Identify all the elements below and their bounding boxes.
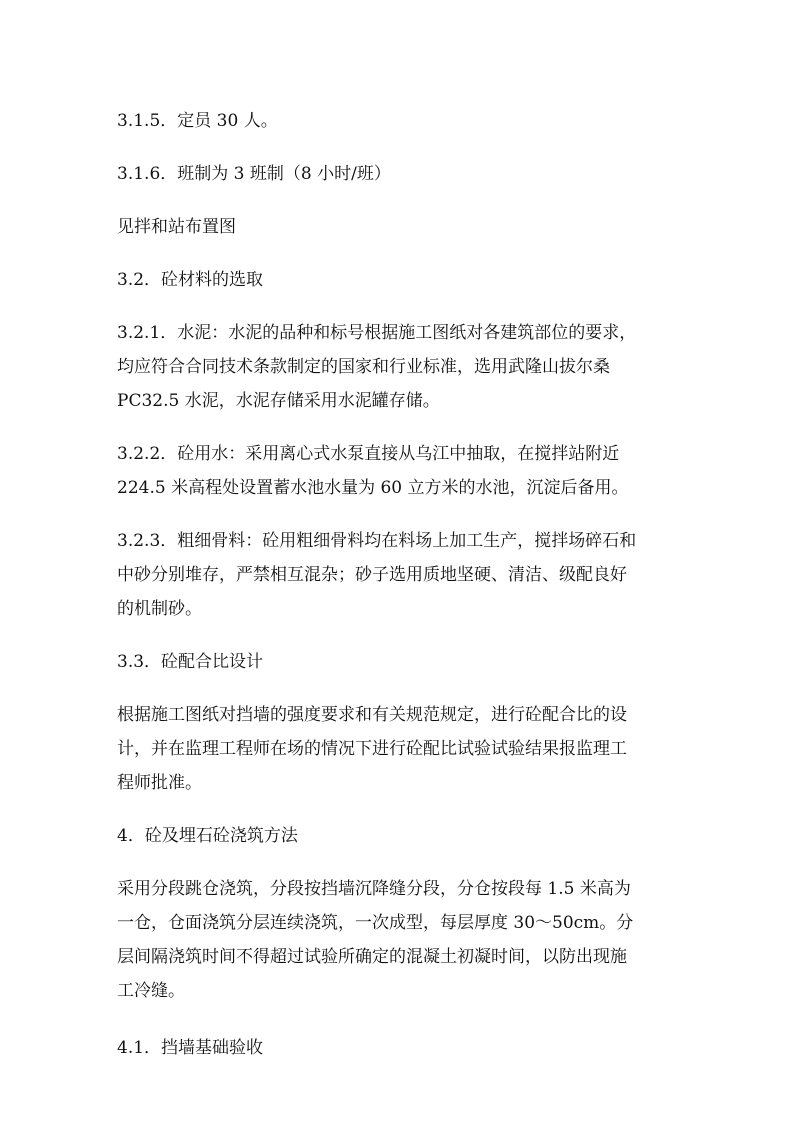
paragraph xyxy=(117,437,677,505)
text-line: 工冷缝。 xyxy=(117,981,185,1001)
text-line: 层间隔浇筑时间不得超过试验所确定的混凝土初凝时间，以防出现施 xyxy=(117,947,627,967)
section-heading: 3.2．砼材料的选取 xyxy=(117,270,264,290)
section-heading: 4.1．挡墙基础验收 xyxy=(117,1038,264,1058)
paragraph xyxy=(117,1031,677,1065)
text-line: 根据施工图纸对挡墙的强度要求和有关规范规定，进行砼配合比的设 xyxy=(117,705,627,725)
paragraph xyxy=(117,263,677,297)
paragraph xyxy=(117,872,677,1008)
text-line: 224.5 米高程处设置蓄水池水量为 60 立方米的水池，沉淀后备用。 xyxy=(117,478,629,498)
paragraph xyxy=(117,819,677,853)
text-line: 中砂分别堆存，严禁相互混杂；砂子选用质地坚硬、清洁、级配良好 xyxy=(117,565,627,585)
text-line: 的机制砂。 xyxy=(117,599,202,619)
section-heading: 4．砼及埋石砼浇筑方法 xyxy=(117,826,298,846)
text-line: 3.2.1．水泥：水泥的品种和标号根据施工图纸对各建筑部位的要求， xyxy=(117,323,637,343)
text-line: 见拌和站布置图 xyxy=(117,217,236,237)
text-line: 一仓，仓面浇筑分层连续浇筑，一次成型，每层厚度 30～50cm。分 xyxy=(117,913,634,933)
paragraph xyxy=(117,524,677,626)
section-heading: 3.1.6．班制为 3 班制（8 小时/班） xyxy=(117,164,391,184)
text-line: 3.2.3．粗细骨料：砼用粗细骨料均在料场上加工生产，搅拌场碎石和 xyxy=(117,531,637,551)
paragraph xyxy=(117,316,677,418)
paragraph xyxy=(117,104,677,138)
section-heading: 3.3．砼配合比设计 xyxy=(117,652,264,672)
text-line: 计，并在监理工程师在场的情况下进行砼配比试验试验结果报监理工 xyxy=(117,739,627,759)
document-page xyxy=(117,104,677,1065)
text-line: PC32.5 水泥，水泥存储采用水泥罐存储。 xyxy=(117,391,440,411)
paragraph xyxy=(117,210,677,244)
section-heading: 3.1.5．定员 30 人。 xyxy=(117,111,278,131)
text-line: 采用分段跳仓浇筑，分段按挡墙沉降缝分段，分仓按段每 1.5 米高为 xyxy=(117,879,631,899)
paragraph xyxy=(117,698,677,800)
text-line: 3.2.2．砼用水：采用离心式水泵直接从乌江中抽取，在搅拌站附近 xyxy=(117,444,620,464)
paragraph xyxy=(117,157,677,191)
paragraph xyxy=(117,645,677,679)
text-line: 程师批准。 xyxy=(117,773,202,793)
text-line: 均应符合合同技术条款制定的国家和行业标准，选用武隆山拔尔桑 xyxy=(117,357,610,377)
